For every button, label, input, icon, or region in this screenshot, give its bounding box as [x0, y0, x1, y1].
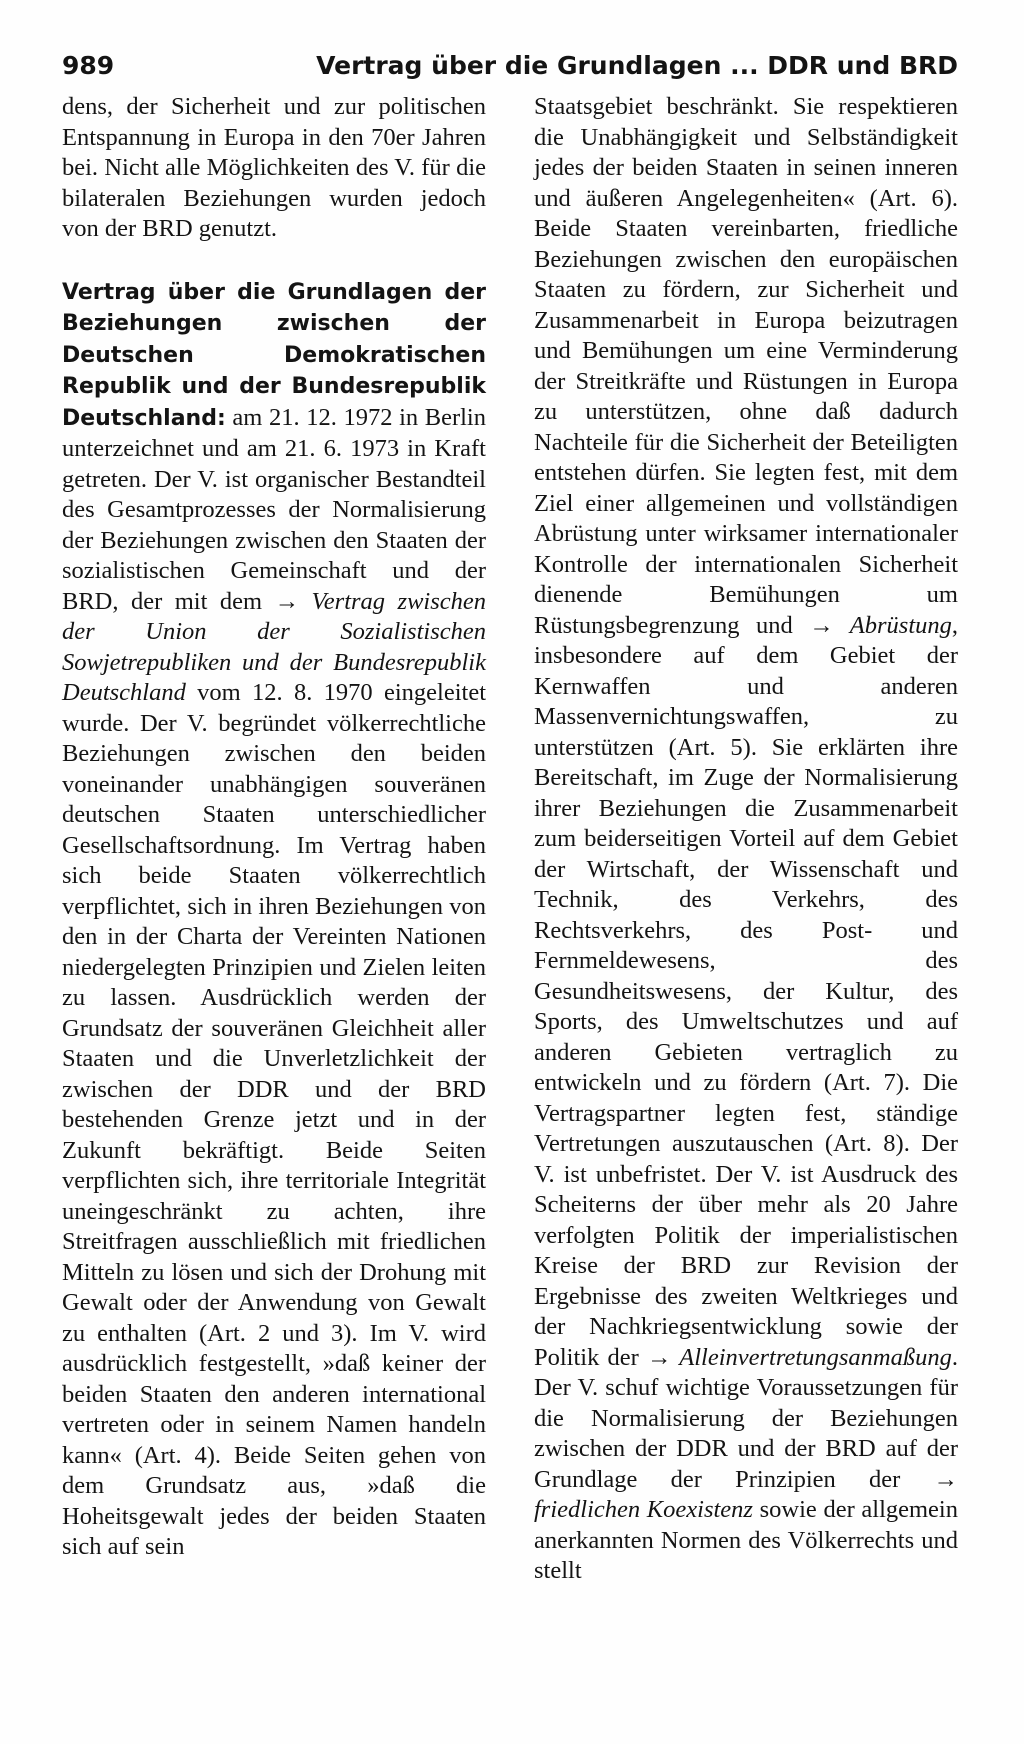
right-column — [534, 92, 958, 1587]
page-number: 989 — [62, 51, 115, 80]
entry-headword: Vertrag über die Grundlagen der Beziehungen zwischen der Deutschen Demokratischen Republik und der Bundesrepublik Deutschland: — [62, 279, 486, 431]
entry-paragraph — [62, 277, 486, 1563]
entry-text: vom 12. 8. 1970 eingeleitet wurde. Der V. begründet völkerrechtliche Beziehungen zwischen den beiden voneinander unabhängigen souveränen deutschen Staaten unterschiedlicher Gesellschaftsordnung. Im Vertrag haben sich beide Staaten völkerrechtlich verpflichtet, sich in ihren Beziehungen von den in der Charta der Vereinten Nationen niedergelegten Prinzipien und Zielen leiten zu lassen. Ausdrücklich werden der Grundsatz der souveränen Gleichheit aller Staaten und die Unverletzlichkeit der zwischen der DDR und der BRD bestehenden Grenze jetzt und in der Zukunft bekräftigt. Beide Seiten verpflichten sich, ihre territoriale Integrität uneingeschränkt zu achten, ihre Streitfragen ausschließlich mit friedlichen Mitteln zu lösen und sich der Drohung mit Gewalt oder der Anwendung von Gewalt zu enthalten (Art. 2 und 3). Im V. wird ausdrücklich festgestellt, »daß keiner der beiden Staaten den anderen international vertreten oder in seinem Namen handeln kann« (Art. 4). Beide Seiten gehen von dem Grundsatz aus, »daß die Hoheitsgewalt jedes der beiden Staaten sich auf sein — [62, 679, 486, 1560]
cross-reference-link[interactable]: → Abrüstung — [809, 611, 952, 639]
entry-text: Staatsgebiet beschränkt. Sie respektieren die Unabhängigkeit und Selbständigkeit jedes der beiden Staaten in seinen inneren und äußeren Angelegenheiten« (Art. 6). Beide Staaten vereinbarten, friedliche Beziehungen zwischen den europäischen Staaten zu fördern, zur Sicherheit und Zusammenarbeit in Europa beizutragen und Bemühungen um eine Verminderung der Streitkräfte und Rüstungen in Europa zu unterstützen, ohne daß dadurch Nachteile für die Sicherheit der Beteiligten entstehen dürfen. Sie legten fest, mit dem Ziel einer allgemeinen und vollständigen Abrüstung unter wirksamer internationaler Kontrolle der internationalen Sicherheit dienende Bemühungen um Rüstungsbegrenzung und — [534, 93, 958, 639]
previous-entry-tail: dens, der Sicherheit und zur politischen Entspannung in Europa in den 70er Jahren bei. Nicht alle Möglichkeiten des V. für die bilateralen Beziehungen wurden jedoch von der BRD genutzt. — [62, 93, 486, 242]
cross-reference-link[interactable]: → Alleinvertretungsanmaßung — [647, 1343, 952, 1371]
running-title: Vertrag über die Grundlagen ... DDR und BRD — [316, 51, 958, 80]
entry-text: . Der V. schuf wichtige Voraussetzungen für die Normalisierung der Beziehungen zwischen der DDR und der BRD auf der Grundlage der Prinzipien der — [534, 1343, 958, 1493]
page-header — [62, 46, 958, 86]
left-column — [62, 92, 486, 1563]
entry-text: sowie der allgemein anerkannten Normen des Völkerrechts und stellt — [534, 1496, 958, 1584]
entry-paragraph-continued — [534, 92, 958, 1587]
cross-reference-link[interactable]: → Vertrag zwischen der Union der Sozialistischen Sowjetrepubliken und der Bundesrepublik Deutschland — [62, 587, 487, 706]
entry-text: am 21. 12. 1972 in Berlin unterzeichnet und am 21. 6. 1973 in Kraft getreten. Der V. ist organischer Bestandteil des Gesamtprozesses der Normalisierung der Beziehungen zwischen den Staaten der sozialistischen Gemeinschaft und der BRD, der mit dem — [62, 403, 486, 615]
entry-text: , insbesondere auf dem Gebiet der Kernwaffen und anderen Massenvernichtungswaffen, zu unterstützen (Art. 5). Sie erklärten ihre Bereitschaft, im Zuge der Normalisierung ihrer Beziehungen die Zusammenarbeit zum beiderseitigen Vorteil auf dem Gebiet der Wirtschaft, der Wissenschaft und Technik, des Verkehrs, des Rechtsverkehrs, des Post- und Fernmeldewesens, des Gesundheitswesens, der Kultur, des Sports, des Umweltschutzes und auf anderen Gebieten vertraglich zu entwickeln und zu fördern (Art. 7). Die Vertragspartner legten fest, ständige Vertretungen auszutauschen (Art. 8). Der V. ist unbefristet. Der V. ist Ausdruck des Scheiterns der über mehr als 20 Jahre verfolgten Politik der imperialistischen Kreise der BRD zur Revision der Ergebnisse des zweiten Weltkrieges und der Nachkriegsentwicklung sowie der Politik der — [534, 611, 958, 1371]
cross-reference-link[interactable]: → friedlichen Koexistenz — [534, 1465, 958, 1523]
entry-gap — [62, 245, 486, 277]
